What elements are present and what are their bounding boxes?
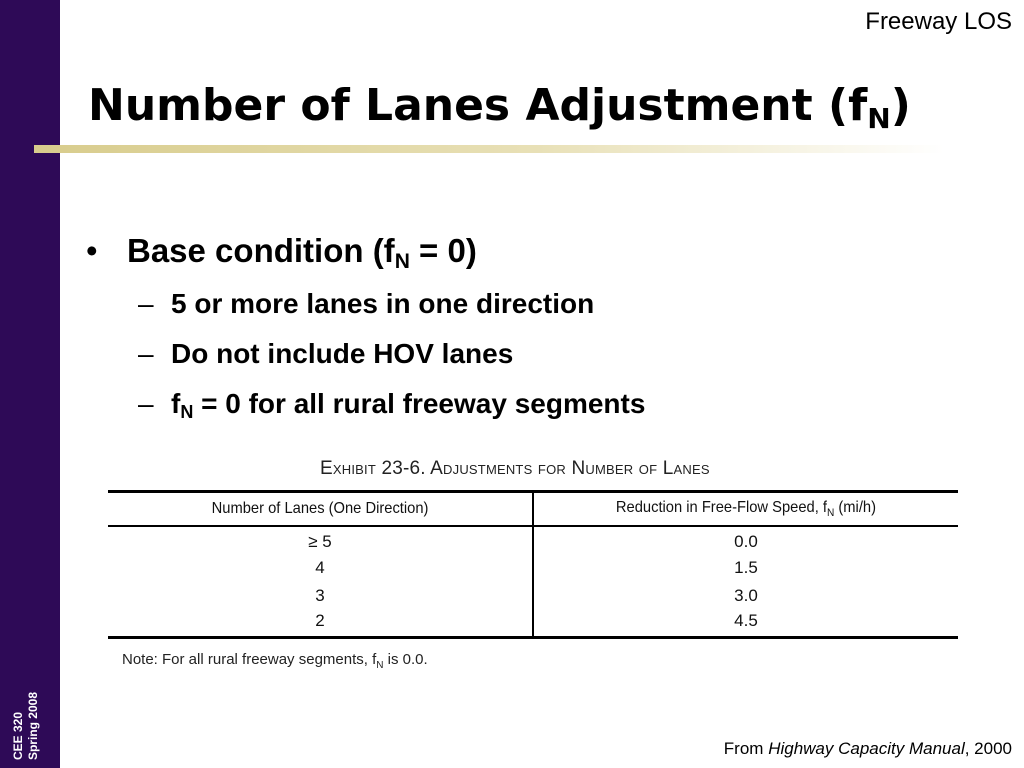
reduction-cell: 3.0 xyxy=(734,585,758,605)
source-citation xyxy=(724,739,1012,759)
title-subscript: N xyxy=(867,102,891,135)
lanes-cell: ≥ 5 xyxy=(108,526,533,554)
reduction-cell: 1.5 xyxy=(734,557,758,577)
table-row xyxy=(108,582,958,610)
reduction-cell: 0.0 xyxy=(734,532,758,551)
exhibit-note-suffix: is 0.0. xyxy=(383,651,428,668)
course-term: Spring 2008 xyxy=(26,691,40,760)
reduction-cell: 4.5 xyxy=(533,610,958,638)
exhibit-note-prefix: Note: For all rural freeway segments, f xyxy=(122,651,377,668)
course-number: CEE 320 xyxy=(11,711,25,760)
sub-bullet-subscript: N xyxy=(180,402,194,422)
sub-bullet-suffix: = 0 for all rural freeway segments xyxy=(193,388,646,419)
sub-bullet-text: 5 or more lanes in one direction xyxy=(171,288,595,319)
table-row xyxy=(108,526,958,554)
bullet-dot: • xyxy=(86,232,98,269)
sub-bullet-text xyxy=(171,388,645,423)
exhibit-note-sub: N xyxy=(376,660,384,671)
sidebar-course-label xyxy=(11,692,41,760)
bullet-text-prefix: Base condition (f xyxy=(127,232,395,269)
source-title: Highway Capacity Manual xyxy=(768,739,965,758)
source-prefix: From xyxy=(723,739,769,758)
slide-topic: Freeway LOS xyxy=(865,8,1012,35)
bullet-text-subscript: N xyxy=(394,250,410,273)
column-header-reduction-prefix: Reduction in Free-Flow Speed, f xyxy=(615,498,827,516)
bullet-text-suffix: = 0) xyxy=(409,232,477,269)
sub-bullet-dash: – xyxy=(138,388,154,419)
table-row xyxy=(108,610,958,638)
column-header-reduction-sub: N xyxy=(826,506,835,519)
sidebar-band xyxy=(0,0,60,768)
sub-bullet-prefix: f xyxy=(171,388,181,419)
exhibit-caption: Exhibit 23-6. Adjustments for Number of Lanes xyxy=(320,458,710,479)
sub-bullet-dash: – xyxy=(138,338,154,369)
column-header-reduction xyxy=(550,492,941,526)
slide-title xyxy=(88,80,911,135)
sub-bullet-text: Do not include HOV lanes xyxy=(171,338,514,369)
title-text: Number of Lanes Adjustment (f xyxy=(88,80,868,131)
lanes-cell: 3 xyxy=(108,582,533,610)
title-underline xyxy=(34,145,944,153)
exhibit-note xyxy=(122,651,428,671)
table-header-row xyxy=(108,492,958,526)
exhibit-table xyxy=(108,490,958,639)
table-row xyxy=(108,554,958,582)
column-header-reduction-suffix: (mi/h) xyxy=(834,498,877,516)
bullet-text xyxy=(127,232,477,274)
lanes-cell: 2 xyxy=(108,610,533,638)
sub-bullet-dash: – xyxy=(138,288,154,319)
lanes-cell: 4 xyxy=(108,554,533,582)
title-close: ) xyxy=(890,80,911,131)
column-header-lanes: Number of Lanes (One Direction) xyxy=(125,492,516,526)
source-suffix: , 2000 xyxy=(964,739,1012,758)
